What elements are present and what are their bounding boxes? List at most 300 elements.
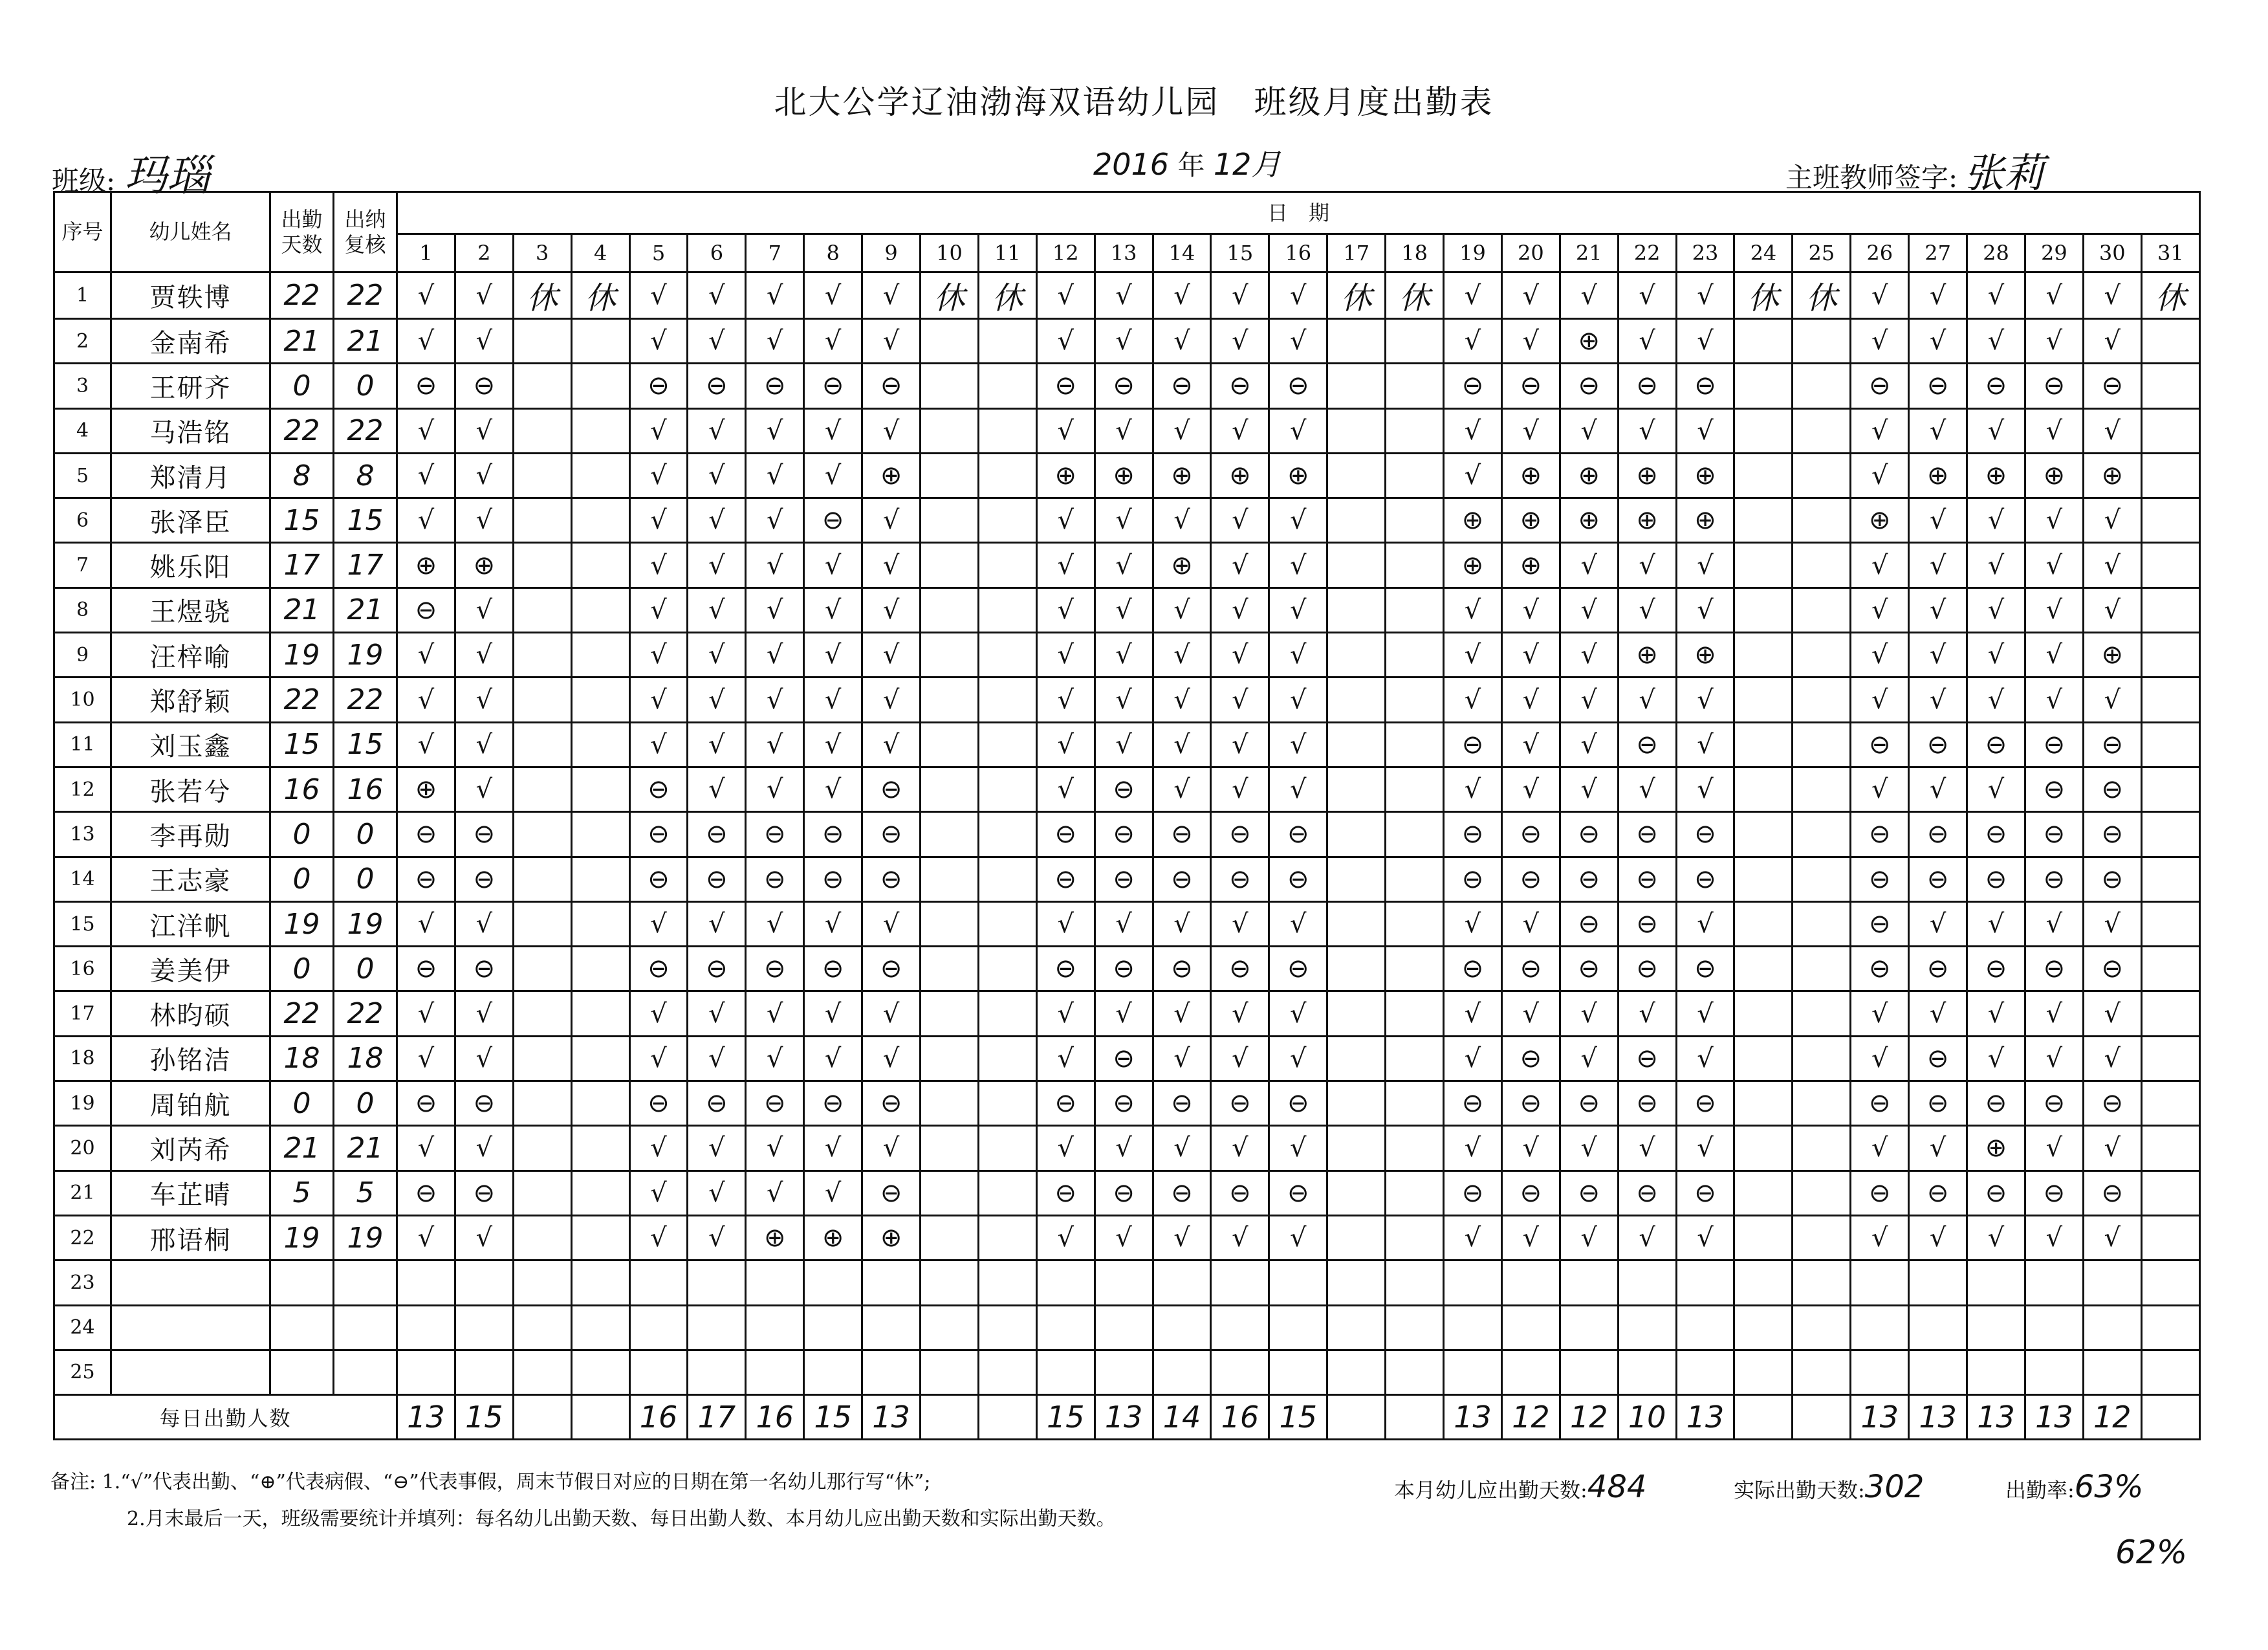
attend-days: 16 [270,767,334,811]
attendance-mark: ⊖ [2025,722,2083,767]
day-header: 9 [862,234,921,272]
attendance-mark [2141,1215,2199,1260]
attendance-mark [513,857,571,901]
attendance-mark [1386,1305,1444,1350]
student-name: 刘芮希 [111,1126,270,1171]
student-name: 郑清月 [111,453,270,498]
attendance-mark: √ [1036,991,1095,1036]
attendance-mark: √ [746,1036,804,1081]
attendance-mark: √ [688,588,746,632]
attendance-mark: √ [1444,319,1502,364]
attendance-mark [978,812,1036,857]
attendance-mark: ⊖ [2083,947,2141,991]
attendance-mark: ⊕ [1444,543,1502,588]
attendance-mark: ⊖ [746,1081,804,1126]
attendance-mark: √ [804,588,862,632]
attendance-mark: √ [1501,588,1560,632]
attendance-mark: √ [1676,543,1734,588]
attendance-mark: √ [1501,767,1560,811]
rate-value: 63% [2074,1469,2144,1505]
attend-days: 17 [270,543,334,588]
attendance-mark: √ [1501,408,1560,453]
attendance-mark: √ [804,453,862,498]
daily-count: 16 [629,1395,688,1440]
attendance-mark: √ [1444,588,1502,632]
attendance-mark: √ [1036,543,1095,588]
day-header: 4 [571,234,629,272]
teacher-signature: 张莉 [1964,149,2045,197]
attendance-mark [1734,1036,1793,1081]
check-days: 22 [334,408,397,453]
year-value: 2016 [1093,147,1170,182]
attendance-mark: √ [804,1036,862,1081]
attend-days: 22 [270,408,334,453]
attendance-mark: √ [1444,767,1502,811]
attendance-mark [1734,1260,1793,1305]
attendance-mark [1386,408,1444,453]
attendance-mark [1386,1350,1444,1394]
attendance-mark: ⊖ [629,1081,688,1126]
attendance-mark: √ [1036,588,1095,632]
attendance-mark [978,1081,1036,1126]
attendance-mark: √ [629,453,688,498]
attendance-mark [513,1126,571,1171]
attendance-mark [1734,677,1793,722]
attendance-mark [629,1260,688,1305]
student-name: 马浩铭 [111,408,270,453]
attendance-mark [1560,1305,1618,1350]
attendance-mark: √ [1153,1215,1211,1260]
attendance-mark: ⊖ [1560,812,1618,857]
attendance-mark: √ [1153,319,1211,364]
attendance-mark [1734,812,1793,857]
day-header: 13 [1095,234,1153,272]
attendance-mark: ⊕ [1211,453,1269,498]
attendance-mark [1327,364,1386,408]
student-row [54,408,2200,453]
attendance-mark [1734,1081,1793,1126]
attendance-mark [1327,588,1386,632]
attendance-mark: √ [455,767,513,811]
attendance-mark: √ [688,677,746,722]
attendance-mark: √ [1269,767,1327,811]
attendance-mark [978,633,1036,677]
attendance-mark: √ [1269,901,1327,946]
attendance-mark [921,1350,979,1394]
attendance-mark [1734,453,1793,498]
attendance-mark [1734,991,1793,1036]
check-days: 15 [334,498,397,543]
attendance-mark [1793,1215,1851,1260]
attendance-mark [921,408,979,453]
attendance-mark: ⊖ [1095,812,1153,857]
attendance-mark [571,543,629,588]
attendance-mark: √ [746,1126,804,1171]
attendance-mark [978,319,1036,364]
attendance-mark: √ [688,408,746,453]
attendance-mark: √ [1909,1215,1967,1260]
attendance-mark: ⊖ [1851,1081,1909,1126]
attendance-mark: √ [1560,408,1618,453]
attendance-mark: √ [1269,633,1327,677]
attendance-mark [1327,1305,1386,1350]
attendance-mark: 休 [921,272,979,319]
attendance-mark: √ [1676,1126,1734,1171]
attendance-mark [2141,1036,2199,1081]
attendance-mark: ⊖ [1967,364,2025,408]
attendance-mark: ⊖ [2025,812,2083,857]
attendance-mark [804,1260,862,1305]
attendance-mark: √ [2025,901,2083,946]
attendance-mark: √ [1211,543,1269,588]
attendance-mark [1327,857,1386,901]
attendance-mark: ⊖ [397,947,455,991]
attendance-mark: √ [1967,767,2025,811]
attendance-mark: √ [746,272,804,319]
attendance-mark: ⊖ [804,857,862,901]
daily-count: 15 [1036,1395,1095,1440]
student-name: 邢语桐 [111,1215,270,1260]
attendance-mark: √ [1676,1036,1734,1081]
attendance-mark [978,677,1036,722]
attendance-mark: ⊖ [862,767,921,811]
student-name: 郑舒颖 [111,677,270,722]
attendance-mark [978,1171,1036,1215]
attendance-mark: ⊕ [1967,453,2025,498]
attendance-mark [921,1081,979,1126]
attendance-mark: √ [2025,319,2083,364]
attendance-mark: √ [397,1036,455,1081]
attendance-mark [1734,498,1793,543]
attendance-mark [455,1260,513,1305]
attendance-mark: ⊖ [1851,364,1909,408]
day-header: 27 [1909,234,1967,272]
attendance-mark: ⊖ [397,1171,455,1215]
attendance-mark: √ [455,991,513,1036]
day-header: 26 [1851,234,1909,272]
day-header: 28 [1967,234,2025,272]
attendance-mark [571,1260,629,1305]
attendance-mark [629,1350,688,1394]
attendance-mark [1793,543,1851,588]
check-days: 22 [334,272,397,319]
attendance-mark: √ [1444,633,1502,677]
attendance-mark [921,947,979,991]
attendance-mark [1793,901,1851,946]
attendance-mark: √ [746,677,804,722]
row-seq: 17 [54,991,111,1036]
attendance-mark: √ [1095,633,1153,677]
attendance-mark [2141,543,2199,588]
attendance-mark: ⊖ [2025,1171,2083,1215]
student-name: 金南希 [111,319,270,364]
attendance-mark: √ [1909,633,1967,677]
attendance-mark: √ [2083,1126,2141,1171]
attendance-mark [804,1305,862,1350]
check-days [334,1350,397,1394]
attendance-mark [1501,1305,1560,1350]
attendance-mark [397,1260,455,1305]
attendance-mark [921,498,979,543]
attendance-mark [804,1350,862,1394]
attendance-mark: √ [1501,991,1560,1036]
check-days: 18 [334,1036,397,1081]
attendance-mark [1793,364,1851,408]
attendance-mark: √ [1153,272,1211,319]
attendance-mark [513,677,571,722]
attendance-mark: √ [1095,498,1153,543]
student-name: 王研齐 [111,364,270,408]
daily-count [1386,1395,1444,1440]
attendance-mark: √ [397,901,455,946]
attendance-mark [1734,767,1793,811]
attendance-mark: √ [1211,588,1269,632]
student-name: 刘玉鑫 [111,722,270,767]
notes [50,1464,1116,1537]
attendance-mark: √ [397,1126,455,1171]
daily-count: 13 [1909,1395,1967,1440]
attendance-mark: √ [1560,722,1618,767]
attendance-mark [513,1350,571,1394]
attendance-mark: √ [746,408,804,453]
attendance-mark: √ [688,1036,746,1081]
check-days: 17 [334,543,397,588]
daily-count: 13 [1444,1395,1502,1440]
attendance-mark: ⊖ [1036,1081,1095,1126]
student-row [54,812,2200,857]
attendance-mark: √ [2083,901,2141,946]
attendance-mark [921,364,979,408]
attendance-mark: √ [746,543,804,588]
attendance-mark [571,767,629,811]
attendance-mark: ⊖ [1444,857,1502,901]
attendance-mark [688,1260,746,1305]
attend-days: 0 [270,857,334,901]
attendance-mark: √ [629,1171,688,1215]
attend-days [270,1260,334,1305]
attendance-mark: ⊕ [1618,633,1676,677]
attendance-mark [921,1126,979,1171]
attendance-mark [1269,1350,1327,1394]
attendance-mark: ⊖ [1095,1171,1153,1215]
attendance-mark: ⊕ [397,543,455,588]
attendance-mark: √ [1560,588,1618,632]
row-seq: 8 [54,588,111,632]
check-days: 0 [334,364,397,408]
attendance-mark: 休 [978,272,1036,319]
attendance-mark: √ [629,588,688,632]
attendance-mark: √ [862,543,921,588]
attendance-mark: ⊕ [1560,498,1618,543]
attendance-mark: √ [1211,722,1269,767]
attendance-mark [978,453,1036,498]
attendance-mark [1386,991,1444,1036]
attendance-mark: √ [1501,1215,1560,1260]
attendance-mark [571,991,629,1036]
attendance-mark: ⊖ [1851,722,1909,767]
attendance-mark: √ [2025,498,2083,543]
attendance-mark: √ [1095,901,1153,946]
student-name: 王志豪 [111,857,270,901]
attendance-mark: √ [688,543,746,588]
attendance-mark: ⊖ [1153,812,1211,857]
row-seq: 1 [54,272,111,319]
attendance-mark [2141,498,2199,543]
attendance-mark: ⊖ [862,1171,921,1215]
attendance-mark: √ [804,543,862,588]
attendance-mark: √ [862,588,921,632]
attendance-mark: √ [397,319,455,364]
attendance-mark [1734,901,1793,946]
attendance-mark: √ [1036,677,1095,722]
attendance-mark [1327,1171,1386,1215]
attendance-mark [1386,857,1444,901]
student-name: 张若兮 [111,767,270,811]
student-row [54,947,2200,991]
attendance-mark: ⊖ [1909,1171,1967,1215]
day-header: 7 [746,234,804,272]
row-seq: 6 [54,498,111,543]
attendance-mark: √ [688,633,746,677]
attendance-mark: √ [629,991,688,1036]
attend-days: 22 [270,991,334,1036]
attendance-mark: √ [1269,1036,1327,1081]
attendance-mark: √ [1676,677,1734,722]
attendance-mark [1386,901,1444,946]
attendance-mark [1211,1305,1269,1350]
attendance-mark: √ [1211,272,1269,319]
daily-count: 13 [397,1395,455,1440]
attendance-mark: 休 [2141,272,2199,319]
student-row [54,901,2200,946]
attendance-mark [1734,1305,1793,1350]
attendance-mark [1734,1350,1793,1394]
attendance-mark: ⊖ [1036,947,1095,991]
attendance-mark: ⊕ [1153,453,1211,498]
attendance-mark [2025,1350,2083,1394]
attendance-mark: √ [1269,498,1327,543]
attendance-mark: √ [1560,272,1618,319]
student-row [54,1305,2200,1350]
attendance-mark [2083,1260,2141,1305]
attendance-mark [571,364,629,408]
attendance-mark [1095,1260,1153,1305]
check-days: 0 [334,812,397,857]
student-name [111,1260,270,1305]
attendance-mark: ⊖ [1618,947,1676,991]
attendance-mark: ⊖ [455,947,513,991]
attendance-mark: √ [1095,543,1153,588]
attendance-mark [1327,767,1386,811]
attendance-mark [1909,1305,1967,1350]
attendance-mark: ⊕ [1618,453,1676,498]
attendance-mark: ⊖ [1153,1171,1211,1215]
check-days: 22 [334,991,397,1036]
attendance-mark: √ [1967,588,2025,632]
attendance-mark [746,1305,804,1350]
attendance-mark: ⊕ [862,453,921,498]
attendance-mark: √ [1153,1126,1211,1171]
attendance-mark: √ [1095,1126,1153,1171]
attendance-mark [921,722,979,767]
attendance-mark [1327,633,1386,677]
attendance-mark [1386,1171,1444,1215]
attendance-mark [1793,1081,1851,1126]
attend-days: 0 [270,947,334,991]
attendance-mark: ⊖ [1676,1171,1734,1215]
daily-count [571,1395,629,1440]
attendance-mark: √ [629,408,688,453]
attendance-mark [978,543,1036,588]
attendance-mark: ⊖ [1501,1171,1560,1215]
attendance-mark: ⊖ [1036,364,1095,408]
attendance-mark [978,1215,1036,1260]
attendance-mark: √ [746,991,804,1036]
attendance-mark: ⊖ [804,947,862,991]
attendance-mark [1386,543,1444,588]
attendance-mark: √ [1851,408,1909,453]
attend-days: 19 [270,901,334,946]
attendance-mark: √ [1095,588,1153,632]
attendance-mark: √ [1211,1215,1269,1260]
attendance-mark [1327,901,1386,946]
attendance-mark: ⊖ [804,498,862,543]
attendance-mark [746,1260,804,1305]
attend-days: 8 [270,453,334,498]
attendance-mark [921,812,979,857]
day-header: 14 [1153,234,1211,272]
attendance-mark: √ [629,543,688,588]
attendance-mark: √ [1851,588,1909,632]
attendance-mark [1386,319,1444,364]
attendance-mark: ⊖ [804,1081,862,1126]
attendance-mark: √ [397,408,455,453]
attendance-mark: √ [2083,991,2141,1036]
attendance-mark: √ [455,453,513,498]
attendance-mark [513,1215,571,1260]
attendance-mark: √ [1095,722,1153,767]
attendance-mark: ⊖ [1618,857,1676,901]
attendance-mark: √ [1676,1215,1734,1260]
class-label: 班级: [52,165,116,197]
attendance-mark: ⊕ [1153,543,1211,588]
attendance-mark [2083,1350,2141,1394]
attendance-mark: √ [1618,991,1676,1036]
attendance-mark: √ [1851,767,1909,811]
attendance-mark: ⊖ [1909,722,1967,767]
attendance-mark: √ [1153,767,1211,811]
attendance-mark: √ [629,319,688,364]
student-row [54,1171,2200,1215]
attendance-mark: ⊕ [1676,633,1734,677]
attendance-mark: ⊖ [1269,1081,1327,1126]
actual-days [1734,1469,1924,1505]
attendance-mark: ⊖ [1095,1081,1153,1126]
attendance-mark: √ [629,677,688,722]
attendance-mark: 休 [1327,272,1386,319]
attendance-mark: ⊖ [1560,1081,1618,1126]
attendance-mark: ⊖ [1618,812,1676,857]
attendance-mark: √ [1618,272,1676,319]
attendance-mark [1327,722,1386,767]
col-name-header: 幼儿姓名 [111,192,270,272]
attendance-mark: √ [2025,588,2083,632]
row-seq: 24 [54,1305,111,1350]
attendance-mark: 休 [1386,272,1444,319]
attendance-mark [1095,1350,1153,1394]
attendance-mark: ⊖ [1095,767,1153,811]
attendance-mark [1851,1305,1909,1350]
